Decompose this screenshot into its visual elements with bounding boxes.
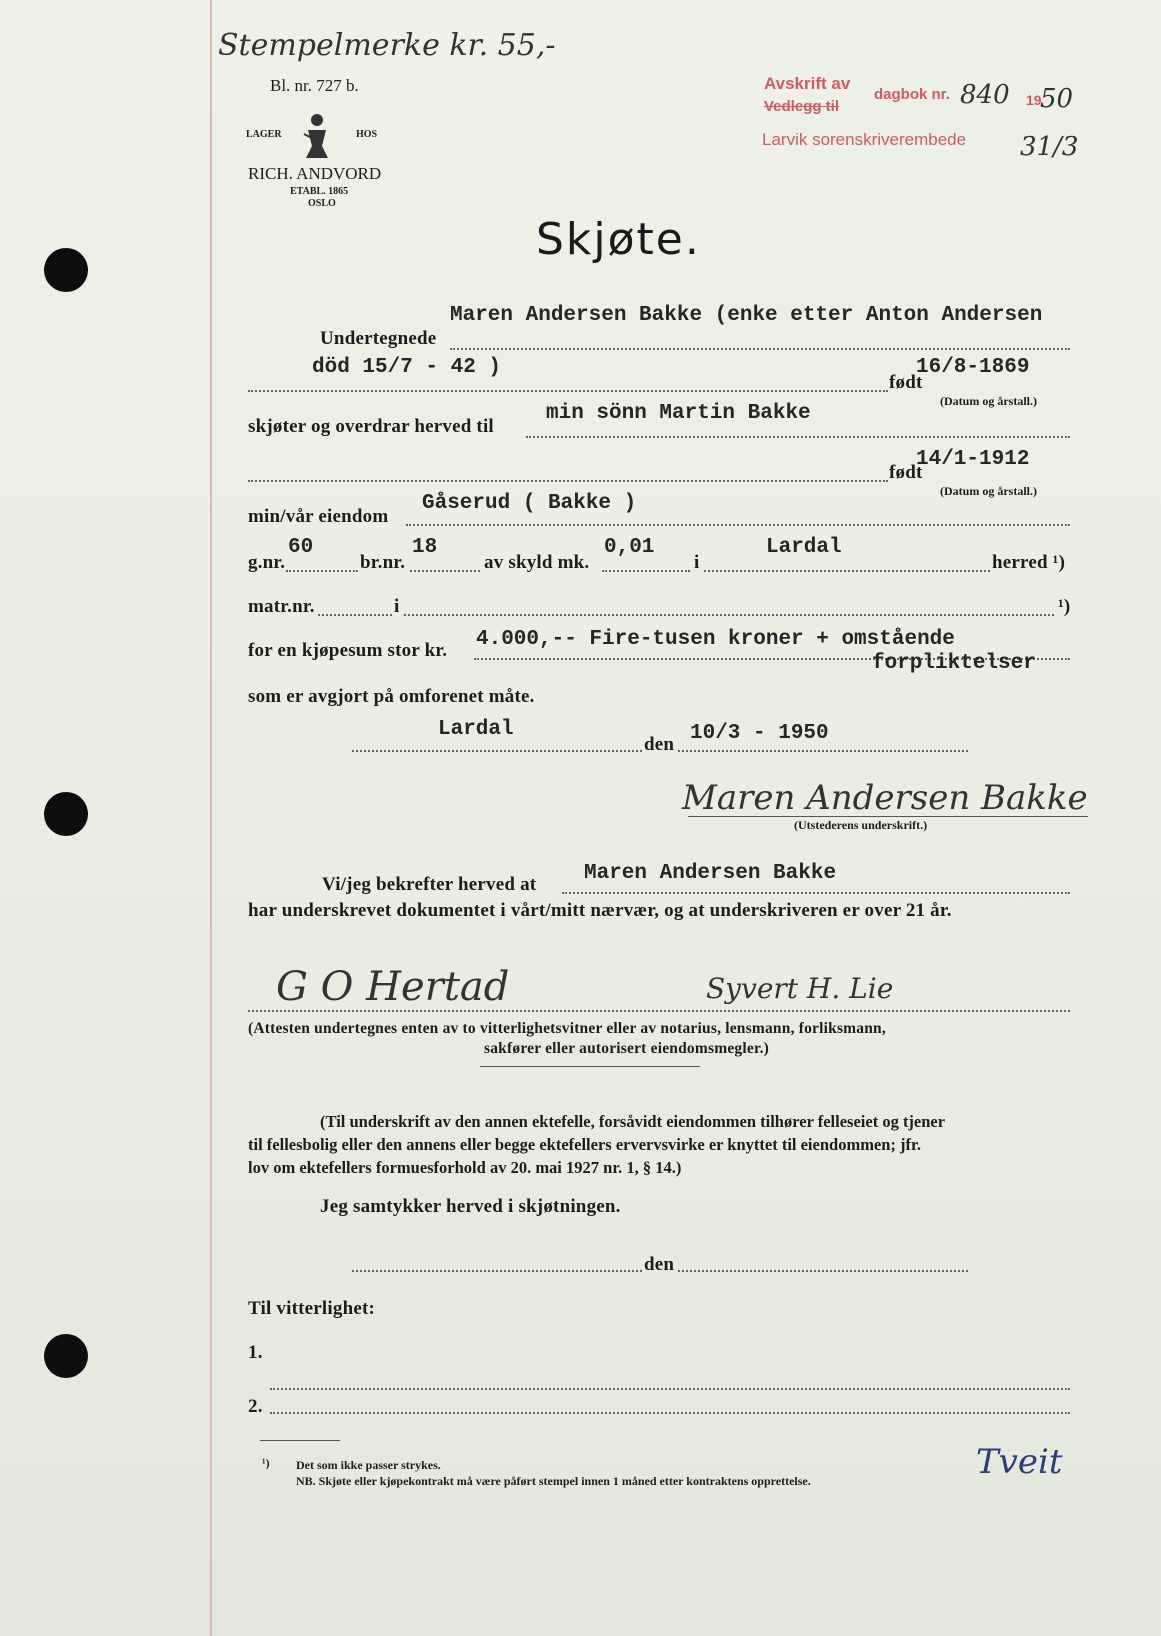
dotted-line [248,480,888,482]
dotted-line [248,1010,1070,1012]
footnote-2: NB. Skjøte eller kjøpekontrakt må være påført stempel innen 1 måned etter kontraktens opprettelse. [296,1474,811,1488]
stamp-journal-number: 840 [960,80,1010,110]
separator-line [480,1066,700,1067]
label-conveys: skjøter og overdrar herved til [248,416,494,437]
handwritten-stamp-fee: Stempelmerke kr. 55,- [218,28,556,63]
stamp-year-prefix: 19 [1026,92,1042,108]
label-footnote-mark: ¹) [1058,596,1071,617]
footnote-1: Det som ikke passer strykes. [296,1458,441,1472]
publisher-logo-icon [300,112,334,165]
label-den-2: den [644,1254,675,1275]
gnr-value: 60 [288,536,314,559]
dotted-line [602,570,690,572]
label-brnr: br.nr. [360,552,406,573]
label-witness-head: Til vitterlighet: [248,1298,376,1319]
stamp-line2: Vedlegg til [764,98,840,115]
date-value: 10/3 - 1950 [690,722,829,745]
place-value: Lardal [438,718,514,741]
skyld-value: 0,01 [604,536,655,559]
label-born-2: født [889,462,923,483]
signature-line [688,816,1088,817]
label-date-year-2: (Datum og årstall.) [940,484,1037,498]
label-den: den [644,734,675,755]
label-matrnr: matr.nr. [248,596,315,617]
punch-hole-middle [44,792,88,836]
label-signed-line: har underskrevet dokumentet i vårt/mitt nærvær, og at underskriveren er over 21 år. [248,900,952,921]
dotted-line [678,750,968,752]
dotted-line [526,436,1070,438]
stamp-date: 31/3 [1020,132,1079,162]
property-name: Gåserud ( Bakke ) [422,492,637,515]
label-undersigned: Undertegnede [320,328,437,349]
stamp-line1: Avskrift av [764,74,851,93]
label-born-1: født [889,372,923,393]
seller-line2: död 15/7 - 42 ) [312,356,502,379]
label-consent: Jeg samtykker herved i skjøtningen. [320,1196,621,1217]
dotted-line [704,570,990,572]
label-i: i [694,552,700,573]
dotted-line [678,1270,968,1272]
label-witness-1: 1. [248,1342,263,1363]
buyer-name: min sönn Martin Bakke [546,402,811,425]
publisher-name: RICH. ANDVORD [248,164,382,183]
label-gnr: g.nr. [248,552,286,573]
buyer-born-date: 14/1-1912 [916,448,1030,471]
stamp-line1b: dagbok nr. [874,86,950,103]
dotted-line [286,570,358,572]
footnote-rule [260,1440,340,1441]
initials-signature: Tveit [976,1442,1063,1482]
dotted-line [270,1388,1070,1390]
dotted-line [450,348,1070,350]
label-skyld: av skyld mk. [484,552,590,573]
label-date-year-1: (Datum og årstall.) [940,394,1037,408]
label-issuer-sig: (Utstederens underskrift.) [794,818,928,832]
price-line1: 4.000,-- Fire-tusen kroner + omstående [476,628,955,651]
dotted-line [410,570,480,572]
spouse-note-3: lov om ektefellers formuesforhold av 20. mai 1927 nr. 1, § 14.) [248,1158,682,1177]
label-property: min/vår eiendom [248,506,389,527]
punch-hole-top [44,248,88,292]
price-line2: forpliktelser [872,652,1036,675]
confirm-name: Maren Andersen Bakke [584,862,837,885]
label-witness-2: 2. [248,1396,263,1417]
witness2-signature: Syvert H. Lie [706,972,894,1005]
dotted-line [404,614,1054,616]
label-confirm: Vi/jeg bekrefter herved at [322,874,537,895]
label-herred: herred ¹) [992,552,1066,573]
publisher-established: ETABL. 1865 [290,186,349,197]
stamp-year-suffix: 50 [1040,84,1074,114]
witness-note-2: sakfører eller autorisert eiendomsmegler.) [484,1040,770,1057]
publisher-city: OSLO [308,198,336,209]
dotted-line [352,1270,642,1272]
margin-rule [210,0,212,1636]
footnote-mark: ¹) [262,1456,270,1470]
label-price: for en kjøpesum stor kr. [248,640,448,661]
dotted-line [248,390,888,392]
brnr-value: 18 [412,536,438,559]
issuer-signature: Maren Andersen Bakke [682,778,1088,818]
dotted-line [562,892,1070,894]
dotted-line [270,1412,1070,1414]
label-agreed: som er avgjort på omforenet måte. [248,686,535,707]
dotted-line [318,614,392,616]
herred-value: Lardal [766,536,842,559]
spouse-note-2: til fellesbolig eller den annens eller begge ektefellers ervervsvirke er knyttet til eiendommen; jfr. [248,1135,921,1154]
stamp-line3: Larvik sorenskriverembede [762,130,967,149]
seller-line1: Maren Andersen Bakke (enke etter Anton Andersen [450,304,1043,327]
spouse-note-1: (Til underskrift av den annen ektefelle, forsåvidt eiendommen tilhører felleseiet og tjener [320,1112,946,1131]
witness1-signature: G O Hertad [276,964,510,1010]
document-title: Skjøte. [536,214,701,265]
witness-note-1: (Attesten undertegnes enten av to vitterlighetsvitner eller av notarius, lensmann, forliksmann, [248,1020,886,1037]
form-number: Bl. nr. 727 b. [270,76,359,95]
dotted-line [352,750,642,752]
seller-born-date: 16/8-1869 [916,356,1030,379]
publisher-hos: HOS [356,129,378,140]
punch-hole-bottom [44,1334,88,1378]
label-matr-i: i [394,596,400,617]
dotted-line [406,524,1070,526]
publisher-lager: LAGER [246,129,282,140]
